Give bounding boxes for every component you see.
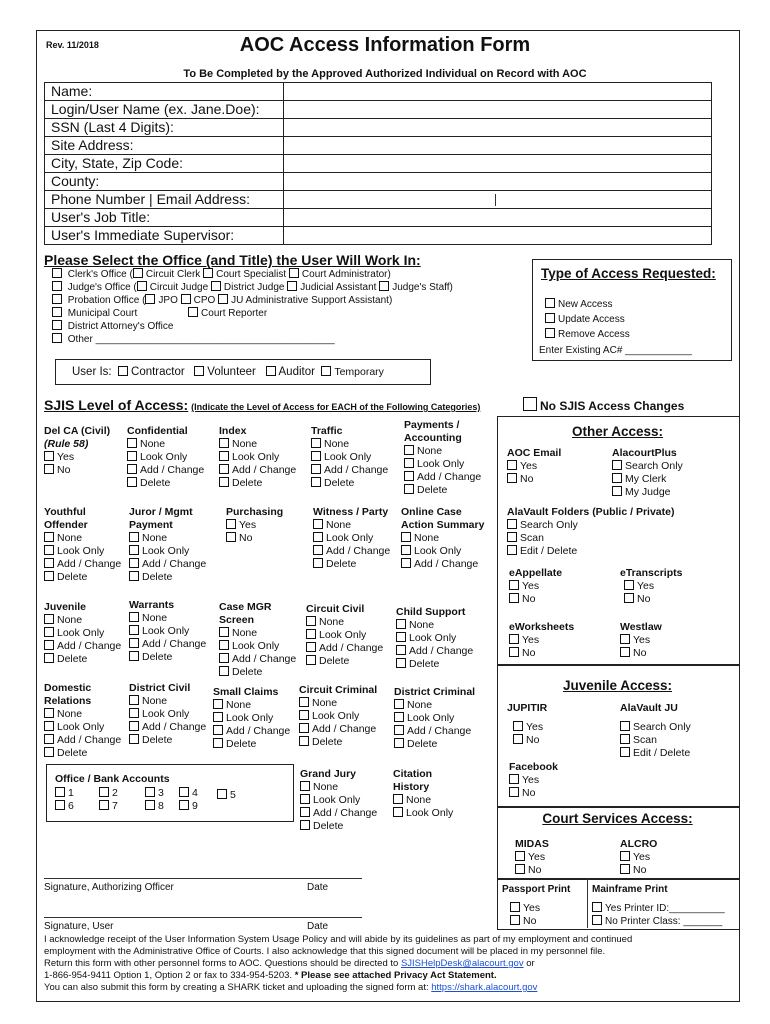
checkbox[interactable]: [129, 651, 139, 661]
checkbox[interactable]: [289, 268, 299, 278]
checkbox[interactable]: [213, 725, 223, 735]
checkbox[interactable]: [213, 738, 223, 748]
checkbox[interactable]: [620, 634, 630, 644]
checkbox[interactable]: [509, 634, 519, 644]
confidential-group: Confidential None Look Only Add / Change Delete: [127, 425, 205, 489]
eappellate-group: eAppellate Yes No: [509, 567, 563, 605]
checkbox[interactable]: [44, 721, 54, 731]
case-mgr-group: Case MGR Screen None Look Only Add / Change Delete: [219, 601, 297, 678]
checkbox[interactable]: [99, 800, 109, 810]
domestic-relations-group: Domestic Relations None Look Only Add / Change Delete: [44, 682, 122, 759]
checkbox[interactable]: [396, 658, 406, 668]
facebook-group: Facebook Yes No: [509, 761, 559, 799]
grand-jury-group: Grand Jury None Look Only Add / Change Delete: [300, 768, 378, 832]
checkbox[interactable]: [44, 640, 54, 650]
checkbox[interactable]: [44, 558, 54, 568]
checkbox[interactable]: [137, 281, 147, 291]
checkbox[interactable]: [211, 281, 221, 291]
purchasing-group: Purchasing Yes No: [226, 506, 284, 544]
checkbox[interactable]: [188, 307, 198, 317]
checkbox[interactable]: [509, 774, 519, 784]
info-label: User's Immediate Supervisor:: [45, 227, 284, 245]
passport-print-group: Passport Print Yes No: [502, 884, 571, 927]
checkbox[interactable]: [311, 451, 321, 461]
checkbox[interactable]: [620, 647, 630, 657]
checkbox[interactable]: [217, 789, 227, 799]
info-input[interactable]: [284, 155, 712, 173]
info-input[interactable]: [284, 173, 712, 191]
checkbox[interactable]: [393, 807, 403, 817]
checkbox[interactable]: [129, 532, 139, 542]
checkbox[interactable]: [306, 616, 316, 626]
checkbox[interactable]: [44, 451, 54, 461]
checkbox[interactable]: [515, 864, 525, 874]
checkbox[interactable]: [620, 864, 630, 874]
circuit-civil-group: Circuit Civil None Look Only Add / Change Delete: [306, 603, 384, 667]
jupitir-group: JUPITIR Yes No: [507, 702, 548, 746]
checkbox[interactable]: [510, 902, 520, 912]
alavault-ju-group: AlaVault JU Search Only Scan Edit / Delete: [620, 702, 691, 759]
info-label: Login/User Name (ex. Jane.Doe):: [45, 101, 284, 119]
revision-label: Rev. 11/2018: [46, 40, 99, 50]
eworksheets-group: eWorksheets Yes No: [509, 621, 575, 659]
checkbox[interactable]: [44, 627, 54, 637]
checkbox[interactable]: [509, 787, 519, 797]
checkbox[interactable]: [515, 851, 525, 861]
sjis-heading: SJIS Level of Access: (Indicate the Level of Access for EACH of the Following Categories): [44, 397, 481, 413]
info-input[interactable]: [284, 227, 712, 245]
checkbox[interactable]: [219, 438, 229, 448]
checkbox[interactable]: [226, 519, 236, 529]
office-options: Clerk's Office ( Circuit Clerk Court Specialist Court Administrator) Judge's Office ( Circuit Judge District Judge Judicial Assistant Judge's Staff) Probation Office ( JPO CPO JU Administrative Support Assistant) Municipal Court Court Reporter District Attorney's Office Other ___________________________________________: [52, 268, 453, 346]
checkbox[interactable]: [44, 532, 54, 542]
info-row-name: [45, 83, 712, 101]
checkbox[interactable]: [52, 268, 62, 278]
checkbox[interactable]: [401, 532, 411, 542]
office-bank-title: Office / Bank Accounts: [55, 773, 170, 785]
checkbox[interactable]: [401, 558, 411, 568]
info-input[interactable]: [284, 83, 712, 101]
checkbox[interactable]: [509, 647, 519, 657]
user-is-label: User Is:: [72, 366, 112, 378]
checkbox[interactable]: [507, 545, 517, 555]
info-label: County:: [45, 173, 284, 191]
checkbox[interactable]: [219, 653, 229, 663]
checkbox[interactable]: [133, 268, 143, 278]
helpdesk-email-link[interactable]: SJISHelpDesk@alacourt.gov: [400, 958, 524, 969]
checkbox[interactable]: [612, 460, 622, 470]
child-support-group: Child Support None Look Only Add / Change Delete: [396, 606, 474, 670]
checkbox[interactable]: [509, 580, 519, 590]
checkbox[interactable]: [300, 807, 310, 817]
checkbox[interactable]: [218, 294, 228, 304]
payments-group: Payments / Accounting None Look Only Add / Change Delete: [404, 419, 482, 496]
checkbox[interactable]: [300, 820, 310, 830]
checkbox[interactable]: [396, 645, 406, 655]
checkbox[interactable]: [266, 366, 276, 376]
checkbox[interactable]: [299, 697, 309, 707]
checkbox[interactable]: [612, 473, 622, 483]
citation-history-group: Citation History None Look Only: [393, 768, 454, 819]
checkbox[interactable]: [44, 708, 54, 718]
info-row-phone: [45, 191, 712, 209]
checkbox[interactable]: [624, 593, 634, 603]
user-is-box: User Is: Contractor Volunteer Auditor Temporary: [55, 359, 431, 385]
small-claims-group: Small Claims None Look Only Add / Change Delete: [213, 686, 291, 750]
checkbox[interactable]: [129, 638, 139, 648]
signature-user-label: Signature, User: [44, 921, 114, 932]
existing-ac-field[interactable]: Enter Existing AC# ____________: [539, 345, 692, 356]
office-bank-box: Office / Bank Accounts 1 2 3 4 5 6 7 8 9: [46, 764, 294, 822]
checkbox[interactable]: [507, 519, 517, 529]
info-label: Phone Number | Email Address:: [45, 191, 284, 209]
checkbox[interactable]: [393, 794, 403, 804]
checkbox[interactable]: [507, 460, 517, 470]
checkbox[interactable]: [299, 723, 309, 733]
checkbox[interactable]: [311, 464, 321, 474]
checkbox[interactable]: [219, 477, 229, 487]
date-user-label: Date: [307, 921, 329, 932]
date-officer-label: Date: [307, 882, 329, 893]
midas-group: MIDAS Yes No: [515, 838, 549, 876]
district-civil-group: District Civil None Look Only Add / Change Delete: [129, 682, 207, 746]
checkbox[interactable]: [226, 532, 236, 542]
checkbox[interactable]: [52, 294, 62, 304]
westlaw-group: Westlaw Yes No: [620, 621, 662, 659]
checkbox[interactable]: [179, 787, 189, 797]
form-title: AOC Access Information Form: [239, 34, 531, 56]
checkbox[interactable]: [394, 738, 404, 748]
checkbox[interactable]: [127, 451, 137, 461]
witness-group: Witness / Party None Look Only Add / Change Delete: [313, 506, 391, 570]
mainframe-print-group: Mainframe Print Yes Printer ID:__________ No Printer Class: _______: [592, 884, 725, 927]
checkbox[interactable]: [394, 725, 404, 735]
checkbox[interactable]: [129, 558, 139, 568]
checkbox[interactable]: [401, 545, 411, 555]
alacourtplus-group: AlacourtPlus Search Only My Clerk My Judge: [612, 447, 683, 498]
checkbox[interactable]: [396, 619, 406, 629]
checkbox[interactable]: [219, 464, 229, 474]
checkbox[interactable]: [313, 519, 323, 529]
checkbox[interactable]: [99, 787, 109, 797]
checkbox[interactable]: [52, 307, 62, 317]
checkbox[interactable]: [129, 695, 139, 705]
checkbox[interactable]: [129, 545, 139, 555]
no-sjis-changes[interactable]: No SJIS Access Changes: [523, 397, 684, 413]
form-subtitle: To Be Completed by the Approved Authorized Individual on Record with AOC: [183, 68, 587, 80]
checkbox[interactable]: [321, 366, 331, 376]
checkbox[interactable]: [404, 471, 414, 481]
checkbox[interactable]: [620, 734, 630, 744]
checkbox[interactable]: [612, 486, 622, 496]
checkbox[interactable]: [592, 915, 602, 925]
checkbox[interactable]: [311, 477, 321, 487]
del-ca-group: Del CA (Civil) (Rule 58) Yes No: [44, 425, 111, 476]
court-services-title: Court Services Access:: [542, 811, 693, 826]
district-criminal-group: District Criminal None Look Only Add / Change Delete: [394, 686, 476, 750]
warrants-group: Warrants None Look Only Add / Change Delete: [129, 599, 207, 663]
checkbox[interactable]: [545, 313, 555, 323]
checkbox[interactable]: [52, 320, 62, 330]
checkbox[interactable]: [299, 736, 309, 746]
info-row-ssn: [45, 119, 712, 137]
checkbox[interactable]: [44, 545, 54, 555]
checkbox[interactable]: [313, 558, 323, 568]
checkbox[interactable]: [219, 666, 229, 676]
info-row-county: [45, 173, 712, 191]
checkbox[interactable]: [44, 653, 54, 663]
checkbox[interactable]: [507, 532, 517, 542]
checkbox[interactable]: [129, 734, 139, 744]
checkbox[interactable]: [300, 781, 310, 791]
info-label: SSN (Last 4 Digits):: [45, 119, 284, 137]
checkbox[interactable]: [306, 642, 316, 652]
checkbox[interactable]: [52, 333, 62, 343]
checkbox[interactable]: [394, 699, 404, 709]
info-label: City, State, Zip Code:: [45, 155, 284, 173]
checkbox[interactable]: [219, 627, 229, 637]
juvenile-group: Juvenile None Look Only Add / Change Delete: [44, 601, 122, 665]
checkbox[interactable]: [118, 366, 128, 376]
checkbox[interactable]: [44, 747, 54, 757]
online-case-group: Online Case Action Summary None Look Only Add / Change: [401, 506, 485, 570]
checkbox[interactable]: [523, 397, 537, 411]
info-row-title: [45, 209, 712, 227]
checkbox[interactable]: [145, 800, 155, 810]
checkbox[interactable]: [513, 721, 523, 731]
checkbox[interactable]: [545, 328, 555, 338]
checkbox[interactable]: [127, 438, 137, 448]
checkbox[interactable]: [213, 699, 223, 709]
checkbox[interactable]: [52, 281, 62, 291]
checkbox[interactable]: [404, 484, 414, 494]
access-type-title: Type of Access Requested:: [541, 266, 716, 281]
checkbox[interactable]: [129, 708, 139, 718]
checkbox[interactable]: [396, 632, 406, 642]
checkbox[interactable]: [507, 473, 517, 483]
checkbox[interactable]: [299, 710, 309, 720]
office-section-title: Please Select the Office (and Title) the User Will Work In:: [44, 252, 421, 268]
checkbox[interactable]: [306, 655, 316, 665]
checkbox[interactable]: [545, 298, 555, 308]
juvenile-access-title: Juvenile Access:: [562, 678, 673, 693]
traffic-group: Traffic None Look Only Add / Change Delete: [311, 425, 389, 489]
checkbox[interactable]: [620, 747, 630, 757]
checkbox[interactable]: [624, 580, 634, 590]
checkbox[interactable]: [513, 734, 523, 744]
checkbox[interactable]: [55, 800, 65, 810]
circuit-criminal-group: Circuit Criminal None Look Only Add / Change Delete: [299, 684, 378, 748]
checkbox[interactable]: [179, 800, 189, 810]
info-label: User's Job Title:: [45, 209, 284, 227]
checkbox[interactable]: [127, 477, 137, 487]
alavault-folders-group: AlaVault Folders (Public / Private) Search Only Scan Edit / Delete: [507, 506, 675, 557]
checkbox[interactable]: [213, 712, 223, 722]
checkbox[interactable]: [404, 458, 414, 468]
access-type-options: New Access Update Access Remove Access: [545, 298, 630, 341]
user-info-table: [44, 82, 712, 245]
checkbox[interactable]: [145, 294, 155, 304]
checkbox[interactable]: [300, 794, 310, 804]
checkbox[interactable]: [311, 438, 321, 448]
checkbox[interactable]: [55, 787, 65, 797]
checkbox[interactable]: [181, 294, 191, 304]
info-label: Site Address:: [45, 137, 284, 155]
checkbox[interactable]: [44, 571, 54, 581]
checkbox[interactable]: [129, 625, 139, 635]
info-row-city: [45, 155, 712, 173]
info-label: Name:: [45, 83, 284, 101]
alcro-group: ALCRO Yes No: [620, 838, 658, 876]
checkbox[interactable]: [306, 629, 316, 639]
checkbox[interactable]: [44, 464, 54, 474]
info-row-site: [45, 137, 712, 155]
checkbox[interactable]: [44, 614, 54, 624]
info-input[interactable]: [284, 119, 712, 137]
access-type-box: [532, 259, 732, 361]
info-input[interactable]: [284, 137, 712, 155]
juror-group: Juror / Mgmt Payment None Look Only Add / Change Delete: [129, 506, 207, 583]
checkbox[interactable]: [129, 612, 139, 622]
checkbox[interactable]: [287, 281, 297, 291]
other-access-title: Other Access:: [571, 424, 664, 439]
checkbox[interactable]: [219, 640, 229, 650]
index-group: Index None Look Only Add / Change Delete: [219, 425, 297, 489]
checkbox[interactable]: [592, 902, 602, 912]
checkbox[interactable]: [219, 451, 229, 461]
checkbox[interactable]: [194, 366, 204, 376]
youthful-offender-group: Youthful Offender None Look Only Add / Change Delete: [44, 506, 122, 583]
checkbox[interactable]: [129, 571, 139, 581]
checkbox[interactable]: [145, 787, 155, 797]
info-input[interactable]: [284, 101, 712, 119]
checkbox[interactable]: [404, 445, 414, 455]
signature-officer-label: Signature, Authorizing Officer: [44, 882, 174, 893]
checkbox[interactable]: [620, 851, 630, 861]
checkbox[interactable]: [313, 532, 323, 542]
acknowledgement-text: I acknowledge receipt of the User Information System Usage Policy and will abide by its guidelines as part of my employment and continued employment with the Administrative Office of Courts. I also acknowledge that this signed document will be placed in my personnel file. Return this form with other personnel forms to AOC. Questions should be directed to SJISHelpDesk@alacourt.gov or 1-866-954-9411 Option 1, Option 2 or fax to 334-954-5203. * Please see attached Privacy Act Statement. You can also submit this form by creating a SHARK ticket and uploading the signed form at: https://shark.alacourt.gov: [44, 934, 633, 993]
checkbox[interactable]: [203, 268, 213, 278]
checkbox[interactable]: [44, 734, 54, 744]
checkbox[interactable]: [509, 593, 519, 603]
info-input[interactable]: [284, 209, 712, 227]
etranscripts-group: eTranscripts Yes No: [620, 567, 683, 605]
checkbox[interactable]: [379, 281, 389, 291]
checkbox[interactable]: [129, 721, 139, 731]
info-row-login: [45, 101, 712, 119]
info-input[interactable]: [284, 191, 712, 209]
checkbox[interactable]: [394, 712, 404, 722]
checkbox[interactable]: [313, 545, 323, 555]
aoc-email-group: AOC Email Yes No: [507, 447, 562, 485]
info-row-supervisor: [45, 227, 712, 245]
checkbox[interactable]: [620, 721, 630, 731]
checkbox[interactable]: [510, 915, 520, 925]
checkbox[interactable]: [127, 464, 137, 474]
shark-link[interactable]: https://shark.alacourt.gov: [431, 982, 538, 993]
